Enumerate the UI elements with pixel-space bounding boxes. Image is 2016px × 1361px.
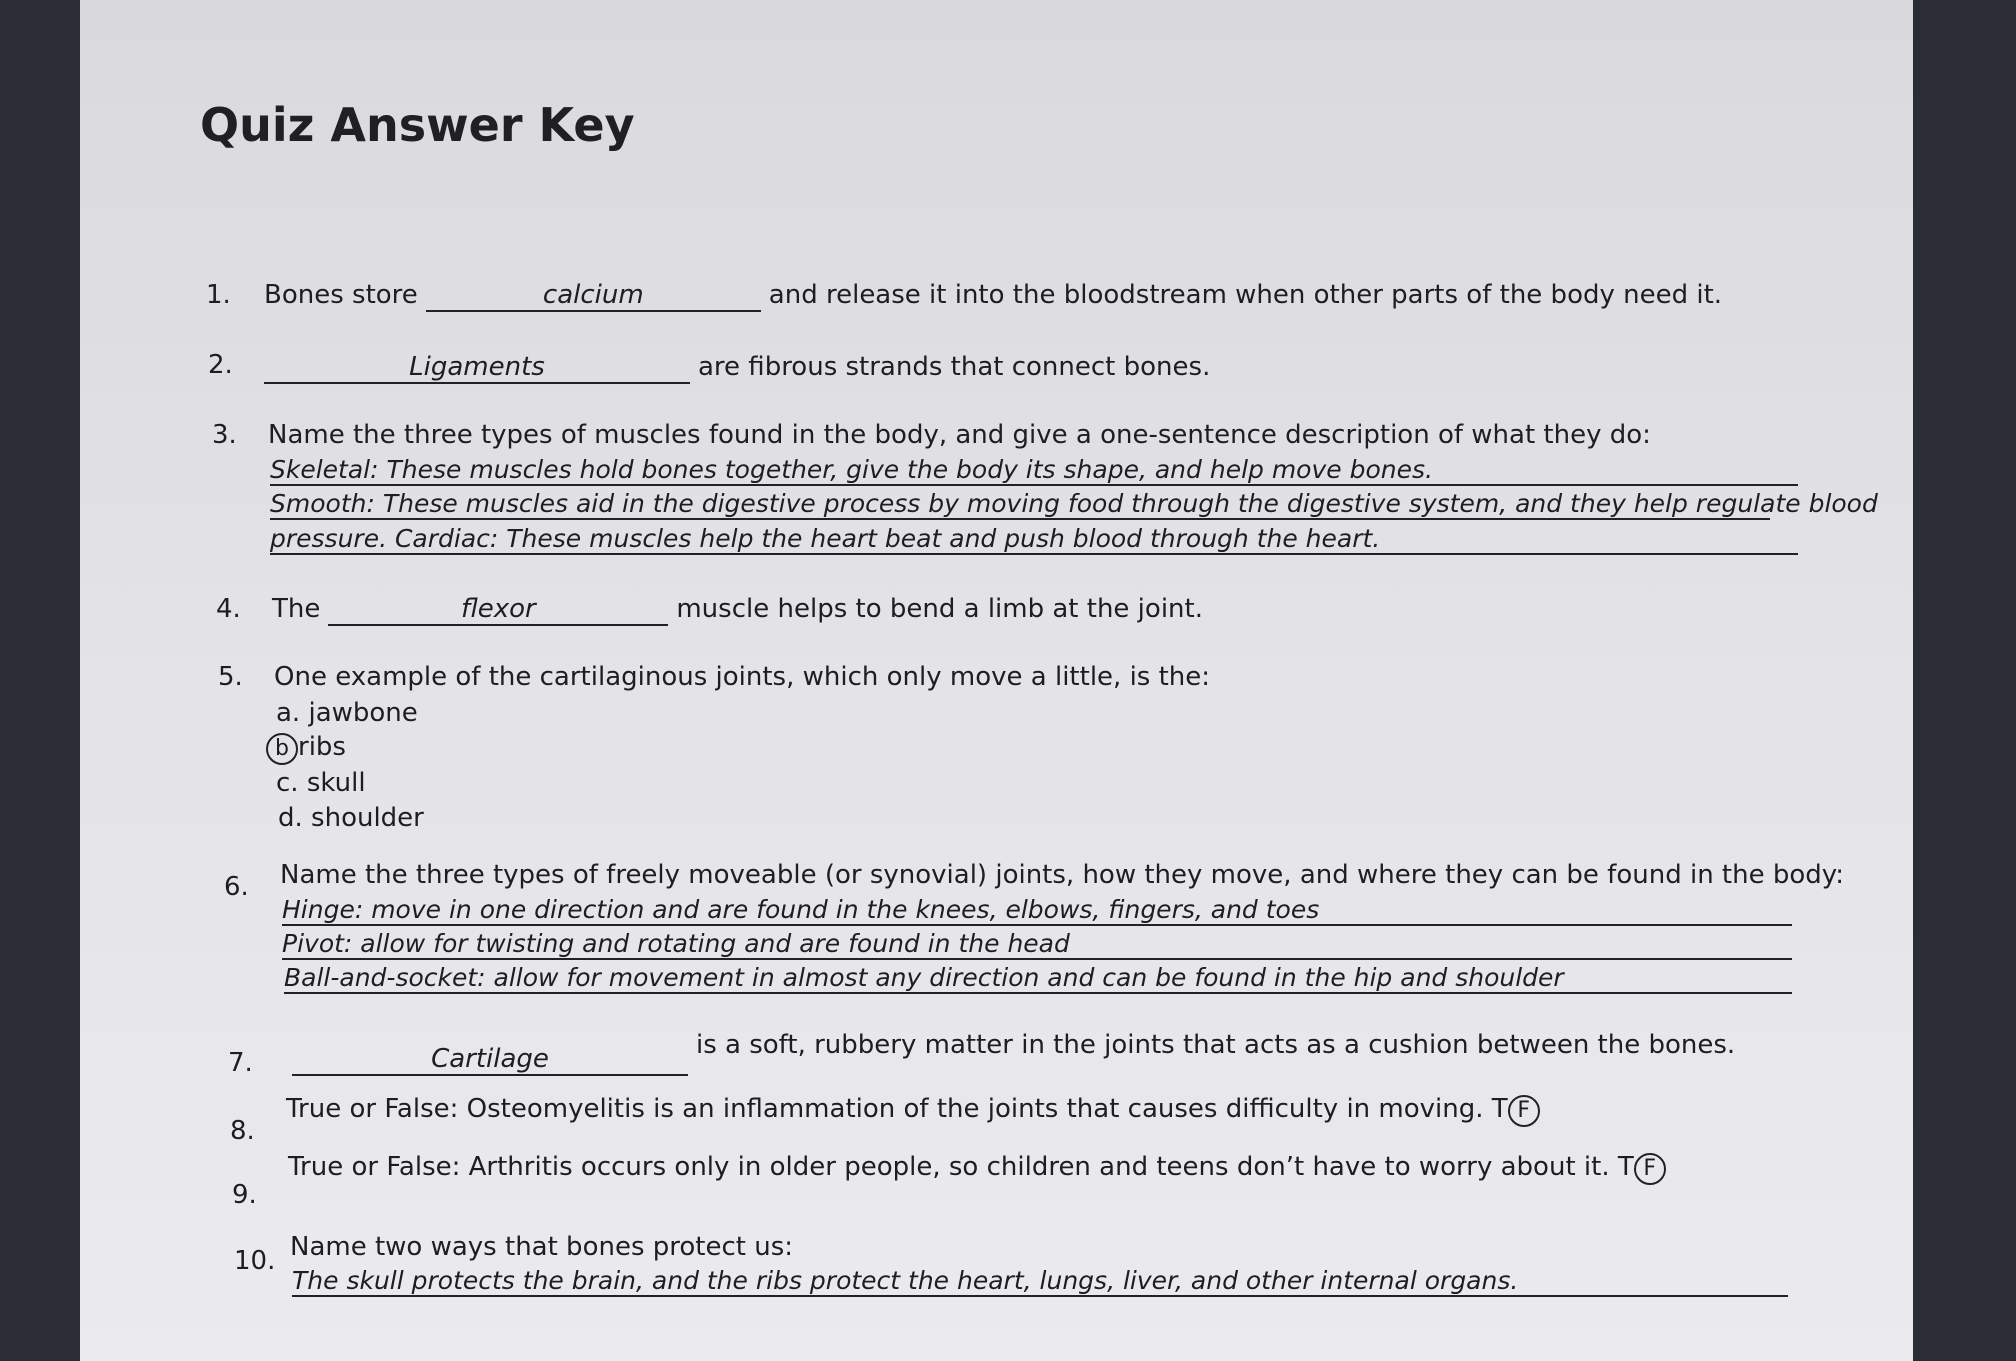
q2-answer: Ligaments bbox=[264, 352, 690, 384]
circled-answer-b: b bbox=[266, 733, 298, 765]
question-1 bbox=[264, 280, 1722, 312]
q5-option-d bbox=[278, 803, 424, 833]
option-letter: c. bbox=[276, 768, 299, 798]
question-2 bbox=[256, 352, 1210, 384]
option-text: ribs bbox=[298, 732, 346, 762]
q7-number: 7. bbox=[228, 1048, 253, 1078]
option-text: jawbone bbox=[308, 698, 418, 728]
q10-prompt: Name two ways that bones protect us: bbox=[290, 1232, 794, 1262]
question-9 bbox=[288, 1152, 1666, 1185]
q4-answer: flexor bbox=[328, 594, 668, 626]
q1-after: and release it into the bloodstream when other parts of the body need it. bbox=[768, 280, 1723, 310]
q5-prompt: One example of the cartilaginous joints, which only move a little, is the: bbox=[274, 662, 1211, 692]
q8-number: 8. bbox=[230, 1116, 255, 1146]
q7-answer: Cartilage bbox=[292, 1044, 688, 1076]
q9-false-circled: F bbox=[1634, 1153, 1666, 1185]
q1-answer: calcium bbox=[426, 280, 761, 312]
q4-number: 4. bbox=[216, 594, 241, 624]
q2-after: are fibrous strands that connect bones. bbox=[698, 352, 1211, 382]
q8-false-circled: F bbox=[1508, 1095, 1540, 1127]
option-text: skull bbox=[306, 768, 366, 798]
option-letter: a. bbox=[276, 698, 301, 728]
q3-answer-line-1: Skeletal: These muscles hold bones together, give the body its shape, and help move bones. bbox=[270, 455, 1798, 486]
q6-prompt: Name the three types of freely moveable (or synovial) joints, how they move, and where they can be found in the body: bbox=[280, 860, 1845, 890]
q1-number: 1. bbox=[206, 280, 231, 310]
q8-true: T bbox=[1491, 1094, 1508, 1124]
q7-after: is a soft, rubbery matter in the joints that acts as a cushion between the bones. bbox=[696, 1030, 1736, 1060]
q5-option-b-selected bbox=[266, 732, 346, 765]
q5-option-c bbox=[276, 768, 366, 798]
q4-before: The bbox=[272, 594, 321, 624]
q10-number: 10. bbox=[234, 1246, 276, 1276]
q9-true: T bbox=[1617, 1152, 1634, 1182]
q1-before: Bones store bbox=[264, 280, 418, 310]
q8-text: True or False: Osteomyelitis is an inflammation of the joints that causes difficulty in moving. bbox=[286, 1094, 1484, 1124]
page-title: Quiz Answer Key bbox=[200, 98, 635, 152]
q9-text: True or False: Arthritis occurs only in older people, so children and teens don’t have to worry about it. bbox=[288, 1152, 1610, 1182]
q2-number: 2. bbox=[208, 350, 233, 380]
option-text: shoulder bbox=[311, 803, 424, 833]
q10-answer: The skull protects the brain, and the ribs protect the heart, lungs, liver, and other internal organs. bbox=[292, 1266, 1788, 1297]
q6-answer-line-2: Pivot: allow for twisting and rotating and are found in the head bbox=[282, 929, 1792, 960]
question-8 bbox=[286, 1094, 1540, 1127]
q3-answer-line-3: pressure. Cardiac: These muscles help the heart beat and push blood through the heart. bbox=[270, 524, 1798, 555]
q6-answer-line-3: Ball-and-socket: allow for movement in almost any direction and can be found in the hip and shoulder bbox=[284, 963, 1792, 994]
option-letter: d. bbox=[278, 803, 303, 833]
question-4 bbox=[272, 594, 1203, 626]
q4-after: muscle helps to bend a limb at the joint. bbox=[676, 594, 1203, 624]
q9-number: 9. bbox=[232, 1180, 257, 1210]
q5-option-a bbox=[276, 698, 418, 728]
q3-prompt: Name the three types of muscles found in the body, and give a one-sentence description of what they do: bbox=[268, 420, 1651, 450]
q6-number: 6. bbox=[224, 872, 249, 902]
q3-answer-line-2: Smooth: These muscles aid in the digestive process by moving food through the digestive system, and they help regulate blood bbox=[270, 489, 1878, 518]
q3-number: 3. bbox=[212, 420, 237, 450]
q5-number: 5. bbox=[218, 662, 243, 692]
q6-answer-line-1: Hinge: move in one direction and are found in the knees, elbows, fingers, and toes bbox=[282, 895, 1792, 926]
question-7 bbox=[284, 1030, 1735, 1076]
